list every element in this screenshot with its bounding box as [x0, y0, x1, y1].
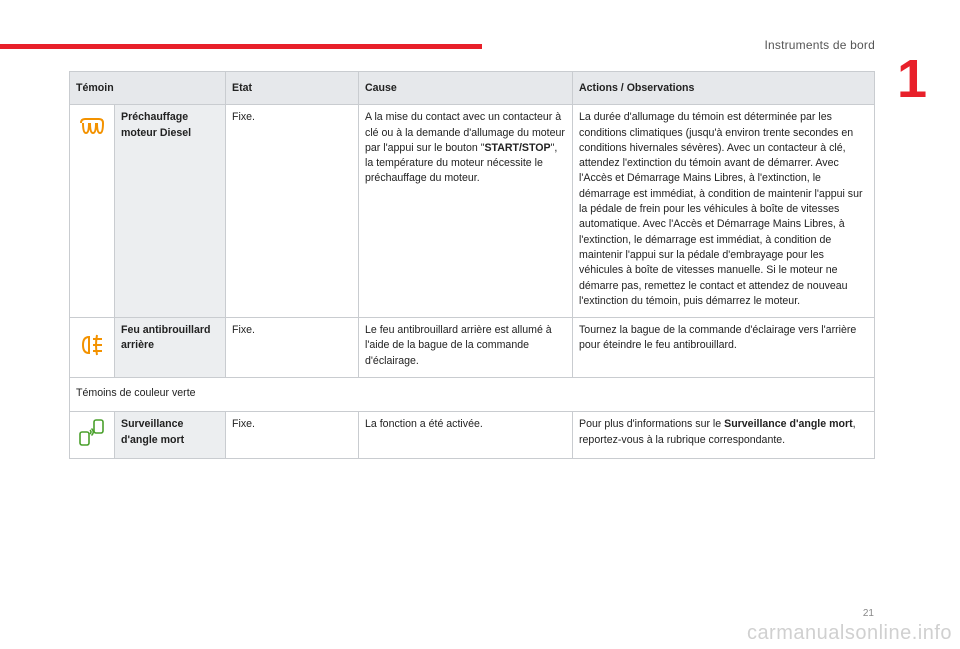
column-header-temoin: Témoin [70, 72, 226, 105]
etat-value: Fixe. [226, 412, 359, 458]
actions-text: Tournez la bague de la commande d'éclairage vers l'arrière pour éteindre le feu antibrouillard. [573, 318, 875, 378]
actions-text-end: , reportez-vous à la rubrique correspondante. [579, 418, 856, 446]
cause-text [359, 105, 573, 318]
table-section-row [70, 378, 875, 412]
start-stop-label: START/STOP [484, 141, 551, 154]
table-row [70, 318, 875, 378]
section-title: Instruments de bord [764, 38, 875, 52]
cause-text: Le feu antibrouillard arrière est allumé à l'aide de la bague de la commande d'éclairage. [359, 318, 573, 378]
header-accent-bar [0, 44, 482, 49]
warning-lights-table [69, 71, 875, 459]
etat-value: Fixe. [226, 318, 359, 378]
etat-value: Fixe. [226, 105, 359, 318]
rear-fog-lamp-icon [70, 318, 115, 378]
table-header-row [70, 72, 875, 105]
preheating-coil-icon [70, 105, 115, 318]
chapter-number: 1 [897, 49, 928, 109]
column-header-etat: Etat [226, 72, 359, 105]
temoin-label: Feu antibrouillard arrière [115, 318, 226, 378]
column-header-cause: Cause [359, 72, 573, 105]
page-number: 21 [862, 608, 874, 619]
actions-text [573, 412, 875, 458]
actions-text-start: Pour plus d'informations sur le [579, 418, 725, 431]
column-header-actions: Actions / Observations [573, 72, 875, 105]
cause-text-end: ", la température du moteur nécessite le préchauffage du moteur. [365, 141, 558, 185]
temoin-label: Préchauffage moteur Diesel [115, 105, 226, 318]
cause-text: La fonction a été activée. [359, 412, 573, 458]
table-row [70, 105, 875, 318]
table-row [70, 412, 875, 458]
section-label: Témoins de couleur verte [70, 378, 875, 412]
watermark: carmanualsonline.info [746, 622, 952, 644]
actions-text: La durée d'allumage du témoin est déterminée par les conditions climatiques (jusqu'à environ trente secondes en conditions hivernales sévères). Avec un contacteur à clé, attendez l'extinction du témoin avant de démarrer. Avec l'Accès et Démarrage Mains Libres, à l'extinction, le démarrage est immédiat, à condition de maintenir l'appui sur la pédale de frein pour les véhicules à boîte de vitesses automatique. Avec l'Accès et Démarrage Mains Libres, à l'extinction, le démarrage est immédiat, à condition de maintenir l'appui sur la pédale d'embrayage pour les véhicules à boîte de vitesses manuelle. Si le moteur ne démarre pas, remettez le contact et attendez de nouveau l'extinction du témoin, puis démarrez le moteur. [573, 105, 875, 318]
blind-spot-monitoring-icon [70, 412, 115, 458]
temoin-label: Surveillance d'angle mort [115, 412, 226, 458]
cause-text-start: A la mise du contact avec un contacteur à clé ou à la demande d'allumage du moteur par l'appui sur le bouton " [365, 111, 565, 154]
blind-spot-label: Surveillance d'angle mort [724, 418, 853, 431]
